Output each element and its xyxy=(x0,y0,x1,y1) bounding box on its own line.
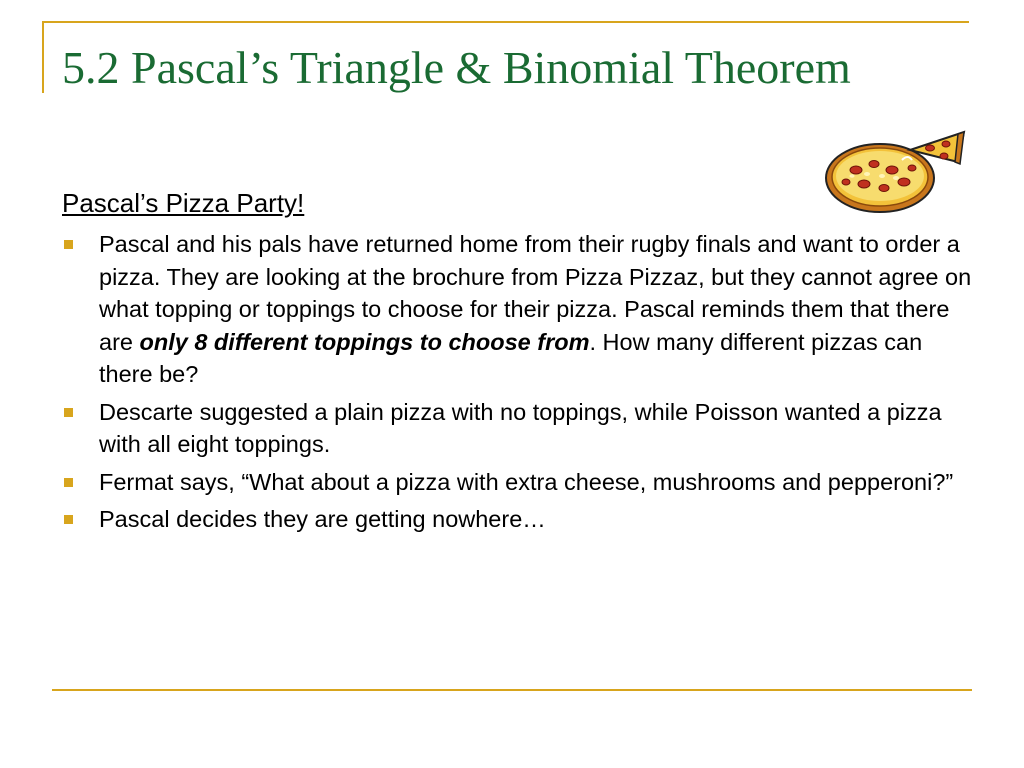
square-bullet-icon xyxy=(64,478,73,487)
bullet-text: Pascal and his pals have returned home from their rugby finals and want to order a pizza. They are looking at the brochure from Pizza Pizzaz, but they cannot agree on what topping or toppings to choose for their pizza. Pascal reminds them that there are xyxy=(99,231,972,355)
slide-title: 5.2 Pascal’s Triangle & Binomial Theorem xyxy=(62,42,851,93)
bullet-text: Descarte suggested a plain pizza with no toppings, while Poisson wanted a pizza with all eight toppings. xyxy=(99,398,942,457)
bullet-text-after: . How many different pizzas can there be? xyxy=(99,328,923,387)
frame-line-left xyxy=(42,21,44,93)
bullet-item xyxy=(62,228,972,391)
bullet-item xyxy=(62,503,972,536)
frame-line-top xyxy=(42,21,969,23)
pizza-clipart-icon xyxy=(822,120,968,216)
square-bullet-icon xyxy=(64,515,73,524)
bullet-list xyxy=(62,228,972,541)
bullet-item xyxy=(62,396,972,461)
bullet-item xyxy=(62,466,972,499)
square-bullet-icon xyxy=(64,408,73,417)
square-bullet-icon xyxy=(64,240,73,249)
bullet-text: Pascal decides they are getting nowhere… xyxy=(99,506,546,532)
bullet-emphasis: only 8 different toppings to choose from xyxy=(139,328,590,355)
bullet-text: Fermat says, “What about a pizza with extra cheese, mushrooms and pepperoni?” xyxy=(99,468,954,495)
section-heading: Pascal’s Pizza Party! xyxy=(62,188,305,218)
frame-line-bottom xyxy=(52,689,972,691)
